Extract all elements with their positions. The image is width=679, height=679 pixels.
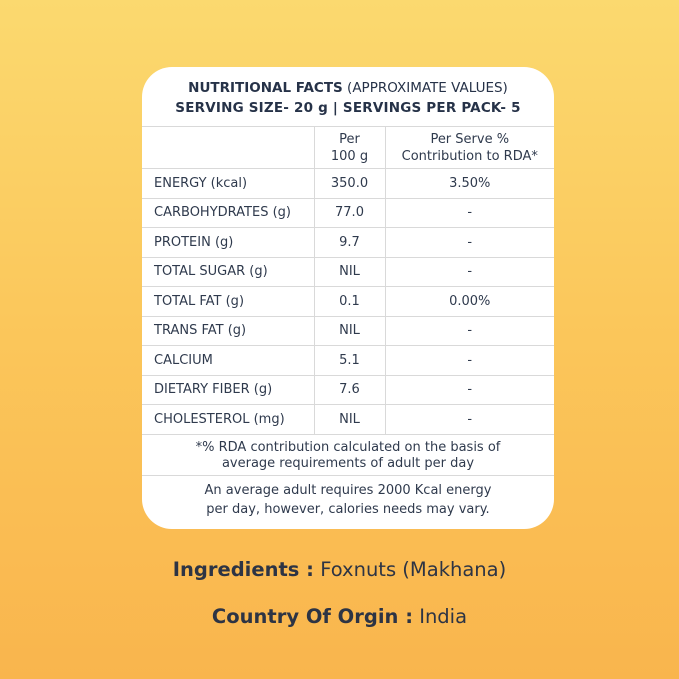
header-per-line1: Per (339, 131, 360, 147)
nutrient-value: 0.1 (314, 287, 385, 317)
nutrient-rda: - (385, 228, 554, 258)
nutrient-value: 7.6 (314, 375, 385, 405)
nutrient-value: 350.0 (314, 169, 385, 199)
ingredients-label: Ingredients : (172, 558, 314, 581)
header-per-line2: 100 g (330, 148, 369, 164)
nutrient-value: NIL (314, 405, 385, 435)
rda-footnote-line2: average requirements of adult per day (221, 455, 475, 471)
energy-note-line1: An average adult requires 2000 Kcal energy (204, 482, 492, 498)
nutrient-name: TOTAL SUGAR (g) (142, 257, 314, 287)
nutrient-rda: - (385, 405, 554, 435)
table-row (142, 228, 554, 258)
table-row (142, 287, 554, 317)
serving-size-line: SERVING SIZE- 20 g | SERVINGS PER PACK- 5 (175, 100, 521, 116)
nutrient-name: TRANS FAT (g) (142, 316, 314, 346)
rda-footnote (142, 435, 554, 476)
nutrient-name: CALCIUM (142, 346, 314, 376)
table-row (142, 316, 554, 346)
nutrition-card (142, 67, 554, 529)
header-rda-line1: Per Serve % (430, 131, 510, 147)
nutrient-rda: - (385, 316, 554, 346)
nutrient-name: CHOLESTEROL (mg) (142, 405, 314, 435)
nutrition-header (142, 67, 554, 127)
rda-footnote-line1: *% RDA contribution calculated on the basis of (195, 439, 501, 455)
nutrient-value: 9.7 (314, 228, 385, 258)
nutrient-name: TOTAL FAT (g) (142, 287, 314, 317)
nutrient-name: DIETARY FIBER (g) (142, 375, 314, 405)
nutrient-value: 5.1 (314, 346, 385, 376)
table-row (142, 405, 554, 435)
country-value: India (413, 605, 468, 628)
header-nutrient (142, 127, 314, 169)
header-rda-line2: Contribution to RDA* (401, 148, 538, 164)
nutrient-name: ENERGY (kcal) (142, 169, 314, 199)
nutrition-table (142, 127, 554, 435)
nutrient-value: NIL (314, 316, 385, 346)
table-row (142, 257, 554, 287)
nutrient-rda: - (385, 198, 554, 228)
nutrient-value: NIL (314, 257, 385, 287)
nutrition-title-rest: (APPROXIMATE VALUES) (342, 80, 508, 96)
table-row (142, 198, 554, 228)
table-row (142, 169, 554, 199)
nutrient-rda: 0.00% (385, 287, 554, 317)
nutrition-title (142, 79, 554, 98)
energy-note-line2: per day, however, calories needs may vary. (206, 501, 490, 517)
nutrient-rda: - (385, 257, 554, 287)
country-label: Country Of Orgin : (211, 605, 413, 628)
nutrient-rda: 3.50% (385, 169, 554, 199)
country-line (0, 605, 679, 628)
nutrient-name: CARBOHYDRATES (g) (142, 198, 314, 228)
table-row (142, 346, 554, 376)
table-header-row (142, 127, 554, 169)
nutrient-value: 77.0 (314, 198, 385, 228)
energy-note (142, 476, 554, 519)
ingredients-line (0, 558, 679, 581)
nutrient-rda: - (385, 346, 554, 376)
nutrition-title-bold: NUTRITIONAL FACTS (188, 80, 343, 96)
nutrient-name: PROTEIN (g) (142, 228, 314, 258)
ingredients-value: Foxnuts (Makhana) (314, 558, 507, 581)
nutrient-rda: - (385, 375, 554, 405)
header-rda (385, 127, 554, 169)
header-per-100g (314, 127, 385, 169)
table-row (142, 375, 554, 405)
